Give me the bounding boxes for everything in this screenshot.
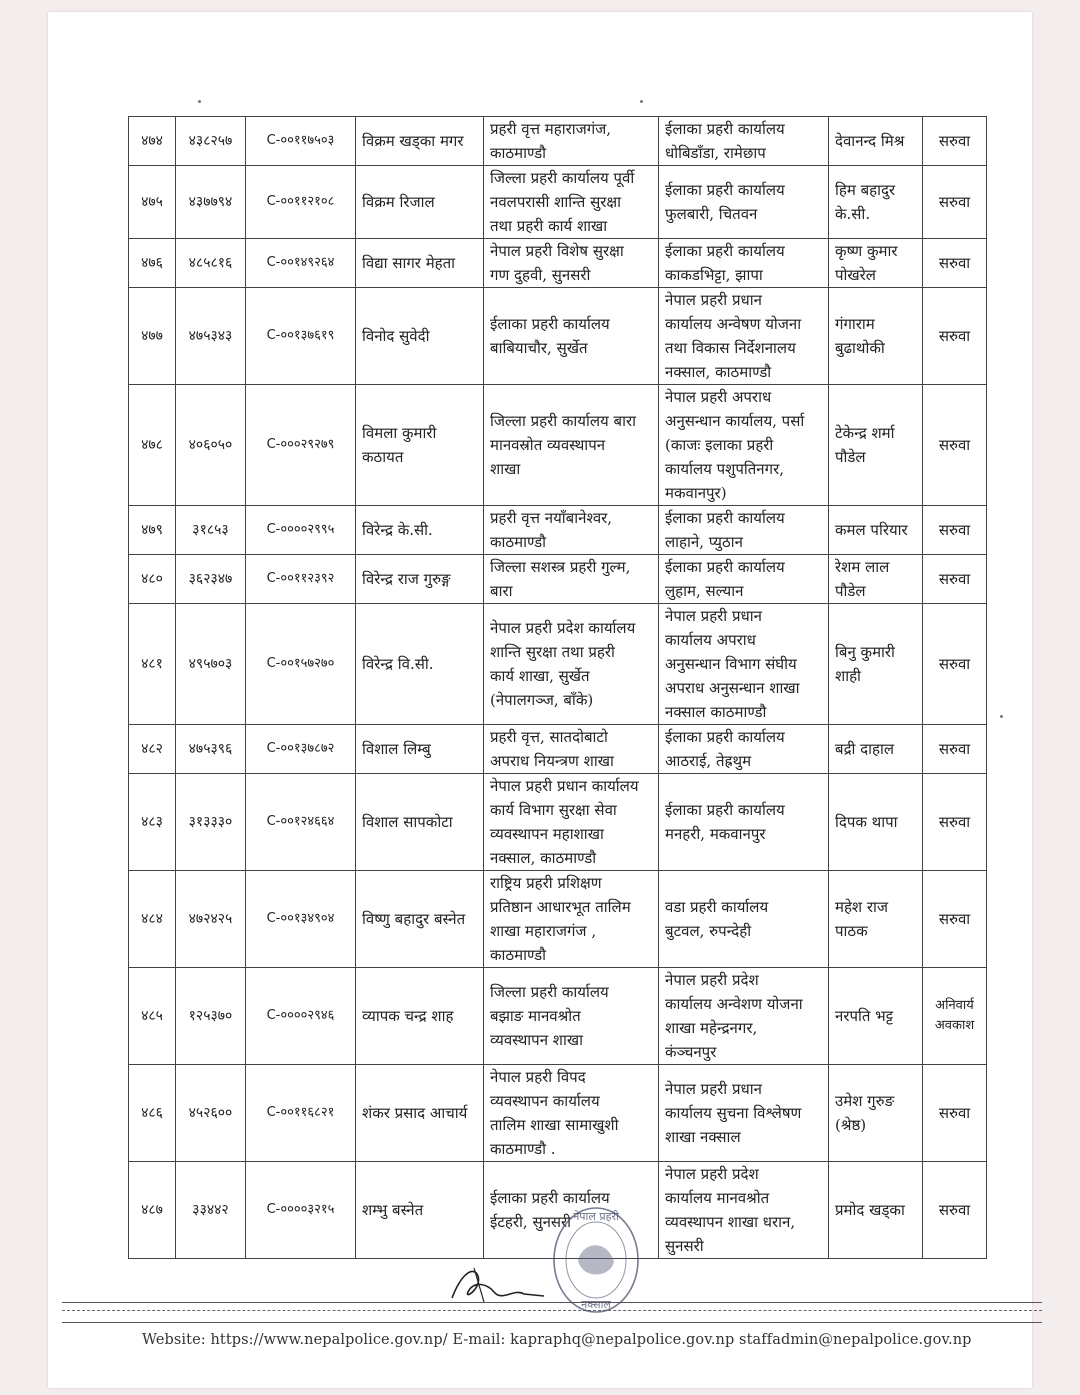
status-text: सरुवा [938, 436, 971, 454]
status-text: सरुवा [938, 254, 971, 272]
employee-id-cell: ३१८५३ [176, 506, 246, 555]
employee-id-cell: ४३७७९४ [176, 166, 246, 239]
current-office-cell-line: नक्साल, काठमाण्डौ [490, 849, 597, 867]
current-office-cell [484, 555, 659, 604]
employee-id-cell: ४०६०५० [176, 385, 246, 506]
new-office-cell-line: शाखा नक्साल [665, 1128, 741, 1146]
new-office-cell-line: धोबिडाँडा, रामेछाप [665, 144, 766, 162]
current-office-cell-line: जिल्ला प्रहरी कार्यालय [490, 983, 609, 1001]
new-office-cell-line: कंञ्चनपुर [665, 1043, 717, 1061]
current-office-cell-line: कार्य विभाग सुरक्षा सेवा [490, 801, 617, 819]
serial-number-cell: ४७४ [129, 117, 176, 166]
replacement-officer-cell [829, 555, 923, 604]
table-row [129, 239, 987, 288]
employee-id-cell: ४७२४२५ [176, 871, 246, 968]
new-office-cell-line: अनुसन्धान कार्यालय, पर्सा [665, 412, 805, 430]
current-office-cell [484, 166, 659, 239]
replacement-officer-cell [829, 239, 923, 288]
employee-id-cell: ४३८२५७ [176, 117, 246, 166]
employee-id-cell: १२५३७० [176, 968, 246, 1065]
code-number-cell: C-००१२४६६४ [246, 774, 356, 871]
current-office-cell-line: बारा [490, 582, 513, 600]
replacement-officer-cell-line: गंगाराम [835, 315, 875, 333]
table-row [129, 968, 987, 1065]
new-office-cell-line: मनहरी, मकवानपुर [665, 825, 766, 843]
current-office-cell-line: ईटहरी, सुनसरी [490, 1213, 572, 1231]
employee-id-cell: ३६२३४७ [176, 555, 246, 604]
new-office-cell [659, 1065, 829, 1162]
current-office-cell-line: (नेपालगञ्ज, बाँके) [490, 691, 594, 709]
personnel-transfer-table [128, 116, 987, 1259]
current-office-cell-line: बझाङ मानवश्रोत [490, 1007, 581, 1025]
replacement-officer-cell [829, 288, 923, 385]
current-office-cell-line: ईलाका प्रहरी कार्यालय [490, 315, 610, 333]
replacement-officer-cell-line: नरपति भट्ट [835, 1007, 894, 1025]
name-cell: विनोद सुवेदी [356, 288, 484, 385]
new-office-cell [659, 604, 829, 725]
replacement-officer-cell [829, 166, 923, 239]
table-row [129, 506, 987, 555]
current-office-cell-line: अपराध नियन्त्रण शाखा [490, 752, 614, 770]
name-cell: शंकर प्रसाद आचार्य [356, 1065, 484, 1162]
new-office-cell-line: कार्यालय सुचना विश्लेषण [665, 1104, 802, 1122]
new-office-cell-line: ईलाका प्रहरी कार्यालय [665, 181, 785, 199]
replacement-officer-cell [829, 1162, 923, 1259]
serial-number-cell: ४७५ [129, 166, 176, 239]
current-office-cell [484, 117, 659, 166]
status-text: सरुवा [938, 740, 971, 758]
status-text: सरुवा [938, 193, 971, 211]
status-text: सरुवा [938, 910, 971, 928]
new-office-cell-line: वडा प्रहरी कार्यालय [665, 898, 769, 916]
new-office-cell-line: ईलाका प्रहरी कार्यालय [665, 728, 785, 746]
new-office-cell-line: अपराध अनुसन्धान शाखा [665, 679, 800, 697]
serial-number-cell: ४८६ [129, 1065, 176, 1162]
current-office-cell-line: कार्य शाखा, सुर्खेत [490, 667, 590, 685]
table-row [129, 1065, 987, 1162]
current-office-cell-line: जिल्ला सशस्त्र प्रहरी गुल्म, [490, 558, 631, 576]
new-office-cell-line: नेपाल प्रहरी प्रदेश [665, 1165, 759, 1183]
replacement-officer-cell-line: प्रमोद खड्का [835, 1201, 905, 1219]
seal-text-top: नेपाल प्रहरी [573, 1210, 619, 1223]
employee-id-cell: ४९५७०३ [176, 604, 246, 725]
replacement-officer-cell-line: पौडेल [835, 582, 866, 600]
employee-id-cell: ४७५३९६ [176, 725, 246, 774]
replacement-officer-cell [829, 1065, 923, 1162]
status-cell [923, 239, 987, 288]
table-row [129, 117, 987, 166]
new-office-cell-line: व्यवस्थापन शाखा धरान, [665, 1213, 796, 1231]
replacement-officer-cell-line: उमेश गुरुङ [835, 1092, 895, 1110]
new-office-cell-line: मकवानपुर) [665, 484, 727, 502]
new-office-cell-line: अनुसन्धान विभाग संघीय [665, 655, 797, 673]
new-office-cell [659, 385, 829, 506]
name-cell: शम्भु बस्नेत [356, 1162, 484, 1259]
replacement-officer-cell-line: हिम बहादुर [835, 181, 896, 199]
serial-number-cell: ४८१ [129, 604, 176, 725]
replacement-officer-cell [829, 506, 923, 555]
code-number-cell: C-००११२१०८ [246, 166, 356, 239]
current-office-cell [484, 725, 659, 774]
code-number-cell: C-००००३२१५ [246, 1162, 356, 1259]
code-number-cell: C-००१३७६१९ [246, 288, 356, 385]
replacement-officer-cell-line: कृष्ण कुमार [835, 242, 898, 260]
code-number-cell: C-००१५७२७० [246, 604, 356, 725]
name-cell: विशाल लिम्बु [356, 725, 484, 774]
current-office-cell-line: मानवस्रोत व्यवस्थापन [490, 436, 606, 454]
status-text: सरुवा [938, 327, 971, 345]
replacement-officer-cell-line: बद्री दाहाल [835, 740, 895, 758]
table-row [129, 725, 987, 774]
new-office-cell-line: नेपाल प्रहरी प्रदेश [665, 971, 759, 989]
new-office-cell-line: आठराई, तेह्रथुम [665, 752, 752, 770]
new-office-cell-line: लुहाम, सल्यान [665, 582, 744, 600]
current-office-cell [484, 1065, 659, 1162]
serial-number-cell: ४८३ [129, 774, 176, 871]
new-office-cell [659, 871, 829, 968]
serial-number-cell: ४७९ [129, 506, 176, 555]
status-text: सरुवा [938, 813, 971, 831]
status-cell [923, 968, 987, 1065]
replacement-officer-cell-line: पोखरेल [835, 266, 876, 284]
current-office-cell-line: काठमाण्डौ [490, 946, 547, 964]
current-office-cell-line: जिल्ला प्रहरी कार्यालय बारा [490, 412, 636, 430]
status-cell [923, 604, 987, 725]
table-row [129, 288, 987, 385]
status-cell [923, 506, 987, 555]
new-office-cell [659, 725, 829, 774]
current-office-cell [484, 968, 659, 1065]
serial-number-cell: ४७६ [129, 239, 176, 288]
code-number-cell: C-००००२९९५ [246, 506, 356, 555]
name-cell: विक्रम रिजाल [356, 166, 484, 239]
seal-text-bottom: नक्साल [581, 1298, 611, 1311]
employee-id-cell: ४५२६०० [176, 1065, 246, 1162]
new-office-cell-line: ईलाका प्रहरी कार्यालय [665, 801, 785, 819]
current-office-cell-line: जिल्ला प्रहरी कार्यालय पूर्वी [490, 169, 635, 187]
current-office-cell-line: काठमाण्डौ [490, 533, 547, 551]
employee-id-cell: ४८५८१६ [176, 239, 246, 288]
current-office-cell-line: शाखा महाराजगंज , [490, 922, 597, 940]
replacement-officer-cell-line: पौडेल [835, 448, 866, 466]
scan-speck [198, 100, 201, 103]
name-cell: विष्णु बहादुर बस्नेत [356, 871, 484, 968]
current-office-cell-line: प्रहरी वृत्त महाराजगंज, [490, 120, 612, 138]
replacement-officer-cell [829, 725, 923, 774]
current-office-cell-line: राष्ट्रिय प्रहरी प्रशिक्षण [490, 874, 602, 892]
status-cell [923, 288, 987, 385]
status-cell [923, 1162, 987, 1259]
table-row [129, 604, 987, 725]
status-text: सरुवा [938, 132, 971, 150]
new-office-cell [659, 239, 829, 288]
serial-number-cell: ४८४ [129, 871, 176, 968]
status-text: सरुवा [938, 1104, 971, 1122]
new-office-cell [659, 117, 829, 166]
name-cell: विक्रम खड्का मगर [356, 117, 484, 166]
code-number-cell: C-०००२९२७९ [246, 385, 356, 506]
status-cell [923, 871, 987, 968]
status-cell [923, 117, 987, 166]
new-office-cell-line: (काजः इलाका प्रहरी [665, 436, 774, 454]
name-cell: विरेन्द्र राज गुरुङ्ग [356, 555, 484, 604]
replacement-officer-cell [829, 385, 923, 506]
current-office-cell-line: तालिम शाखा सामाखुशी [490, 1116, 619, 1134]
table-row [129, 555, 987, 604]
serial-number-cell: ४७७ [129, 288, 176, 385]
replacement-officer-cell-line: टेकेन्द्र शर्मा [835, 424, 895, 442]
replacement-officer-cell-line: (श्रेष्ठ) [835, 1116, 867, 1134]
current-office-cell-line: ईलाका प्रहरी कार्यालय [490, 1189, 610, 1207]
replacement-officer-cell-line: बिनु कुमारी [835, 643, 895, 661]
new-office-cell-line: नेपाल प्रहरी अपराध [665, 388, 772, 406]
name-cell: विमला कुमारी कठायत [356, 385, 484, 506]
status-text: सरुवा [938, 655, 971, 673]
current-office-cell-line: प्रहरी वृत्त, सातदोबाटो [490, 728, 608, 746]
name-cell: विशाल सापकोटा [356, 774, 484, 871]
employee-id-cell: ३३४४२ [176, 1162, 246, 1259]
new-office-cell-line: फुलबारी, चितवन [665, 205, 758, 223]
status-cell [923, 555, 987, 604]
scan-speck [640, 100, 643, 103]
serial-number-cell: ४७८ [129, 385, 176, 506]
scan-speck [1000, 715, 1003, 718]
current-office-cell-line: काठमाण्डौ . [490, 1140, 556, 1158]
name-cell: व्यापक चन्द्र शाह [356, 968, 484, 1065]
new-office-cell-line: ईलाका प्रहरी कार्यालय [665, 120, 785, 138]
current-office-cell [484, 506, 659, 555]
replacement-officer-cell-line: कमल परियार [835, 521, 908, 539]
table-row [129, 871, 987, 968]
current-office-cell-line: शाखा [490, 460, 521, 478]
code-number-cell: C-००११२३९२ [246, 555, 356, 604]
new-office-cell-line: काकडभिट्टा, झापा [665, 266, 763, 284]
new-office-cell-line: लाहाने, प्युठान [665, 533, 743, 551]
current-office-cell [484, 774, 659, 871]
name-cell: विद्या सागर मेहता [356, 239, 484, 288]
current-office-cell [484, 871, 659, 968]
replacement-officer-cell [829, 117, 923, 166]
current-office-cell-line: नवलपरासी शान्ति सुरक्षा [490, 193, 621, 211]
office-seal [548, 1200, 644, 1320]
new-office-cell-line: कार्यालय अन्वेशण योजना [665, 995, 803, 1013]
new-office-cell-line: नेपाल प्रहरी प्रधान [665, 291, 762, 309]
signature-mark [444, 1262, 554, 1308]
current-office-cell-line: प्रहरी वृत्त नयाँबानेश्वर, [490, 509, 613, 527]
new-office-cell-line: बुटवल, रुपन्देही [665, 922, 752, 940]
current-office-cell-line: नेपाल प्रहरी विशेष सुरक्षा [490, 242, 624, 260]
code-number-cell: C-००११६८२१ [246, 1065, 356, 1162]
code-number-cell: C-००११७५०३ [246, 117, 356, 166]
serial-number-cell: ४८७ [129, 1162, 176, 1259]
serial-number-cell: ४८५ [129, 968, 176, 1065]
current-office-cell-line: प्रतिष्ठान आधारभूत तालिम [490, 898, 631, 916]
new-office-cell-line: नक्साल, काठमाण्डौ [665, 363, 772, 381]
status-cell [923, 725, 987, 774]
new-office-cell [659, 1162, 829, 1259]
replacement-officer-cell-line: रेशम लाल [835, 558, 890, 576]
serial-number-cell: ४८२ [129, 725, 176, 774]
status-cell [923, 1065, 987, 1162]
current-office-cell-line: बाबियाचौर, सुर्खेत [490, 339, 588, 357]
current-office-cell-line: काठमाण्डौ [490, 144, 547, 162]
current-office-cell-line: नेपाल प्रहरी प्रधान कार्यालय [490, 777, 639, 795]
table-row [129, 385, 987, 506]
new-office-cell-line: तथा विकास निर्देशनालय [665, 339, 796, 357]
code-number-cell: C-००१३४९०४ [246, 871, 356, 968]
employee-id-cell: ४७५३४३ [176, 288, 246, 385]
new-office-cell-line: ईलाका प्रहरी कार्यालय [665, 242, 785, 260]
current-office-cell-line: तथा प्रहरी कार्य शाखा [490, 217, 608, 235]
name-cell: विरेन्द्र के.सी. [356, 506, 484, 555]
new-office-cell [659, 506, 829, 555]
replacement-officer-cell [829, 604, 923, 725]
code-number-cell: C-००१३७८७२ [246, 725, 356, 774]
replacement-officer-cell-line: महेश राज [835, 898, 889, 916]
new-office-cell-line: नेपाल प्रहरी प्रधान [665, 1080, 762, 1098]
current-office-cell [484, 239, 659, 288]
new-office-cell [659, 555, 829, 604]
new-office-cell [659, 968, 829, 1065]
current-office-cell [484, 385, 659, 506]
replacement-officer-cell [829, 968, 923, 1065]
status-text: सरुवा [938, 521, 971, 539]
new-office-cell-line: ईलाका प्रहरी कार्यालय [665, 509, 785, 527]
name-cell: विरेन्द्र वि.सी. [356, 604, 484, 725]
new-office-cell-line: कार्यालय अन्वेषण योजना [665, 315, 802, 333]
new-office-cell-line: कार्यालय मानवश्रोत [665, 1189, 770, 1207]
new-office-cell [659, 774, 829, 871]
new-office-cell [659, 288, 829, 385]
replacement-officer-cell-line: देवानन्द मिश्र [835, 132, 905, 150]
replacement-officer-cell-line: दिपक थापा [835, 813, 898, 831]
status-cell [923, 774, 987, 871]
current-office-cell-line: गण दुहवी, सुनसरी [490, 266, 591, 284]
replacement-officer-cell [829, 774, 923, 871]
table-row [129, 774, 987, 871]
new-office-cell-line: शाखा महेन्द्रनगर, [665, 1019, 758, 1037]
replacement-officer-cell-line: के.सी. [835, 205, 871, 223]
current-office-cell-line: नेपाल प्रहरी प्रदेश कार्यालय [490, 619, 636, 637]
current-office-cell-line: नेपाल प्रहरी विपद [490, 1068, 586, 1086]
footer-contact-line: Website: https://www.nepalpolice.gov.np/ E-mail: kapraphq@nepalpolice.gov.np staffadmin@nepalpolice.gov.np [142, 1332, 972, 1348]
replacement-officer-cell-line: शाही [835, 667, 861, 685]
replacement-officer-cell-line: पाठक [835, 922, 868, 940]
status-text: सरुवा [938, 1201, 971, 1219]
new-office-cell-line: कार्यालय अपराध [665, 631, 756, 649]
new-office-cell-line: सुनसरी [665, 1237, 704, 1255]
current-office-cell-line: व्यवस्थापन शाखा [490, 1031, 584, 1049]
new-office-cell-line: कार्यालय पशुपतिनगर, [665, 460, 784, 478]
footer-rule [62, 1322, 1042, 1323]
status-cell [923, 166, 987, 239]
employee-id-cell: ३१३३३० [176, 774, 246, 871]
current-office-cell-line: व्यवस्थापन महाशाखा [490, 825, 604, 843]
current-office-cell [484, 604, 659, 725]
replacement-officer-cell [829, 871, 923, 968]
table-row [129, 166, 987, 239]
current-office-cell-line: व्यवस्थापन कार्यालय [490, 1092, 600, 1110]
new-office-cell-line: ईलाका प्रहरी कार्यालय [665, 558, 785, 576]
code-number-cell: C-००००२९४६ [246, 968, 356, 1065]
status-text: सरुवा [938, 570, 971, 588]
code-number-cell: C-००१४९२६४ [246, 239, 356, 288]
new-office-cell-line: नेपाल प्रहरी प्रधान [665, 607, 762, 625]
current-office-cell [484, 288, 659, 385]
new-office-cell [659, 166, 829, 239]
replacement-officer-cell-line: बुढाथोकी [835, 339, 885, 357]
status-text: अनिवार्य अवकाश [934, 998, 975, 1033]
new-office-cell-line: नक्साल काठमाण्डौ [665, 703, 767, 721]
current-office-cell-line: शान्ति सुरक्षा तथा प्रहरी [490, 643, 615, 661]
serial-number-cell: ४८० [129, 555, 176, 604]
status-cell [923, 385, 987, 506]
